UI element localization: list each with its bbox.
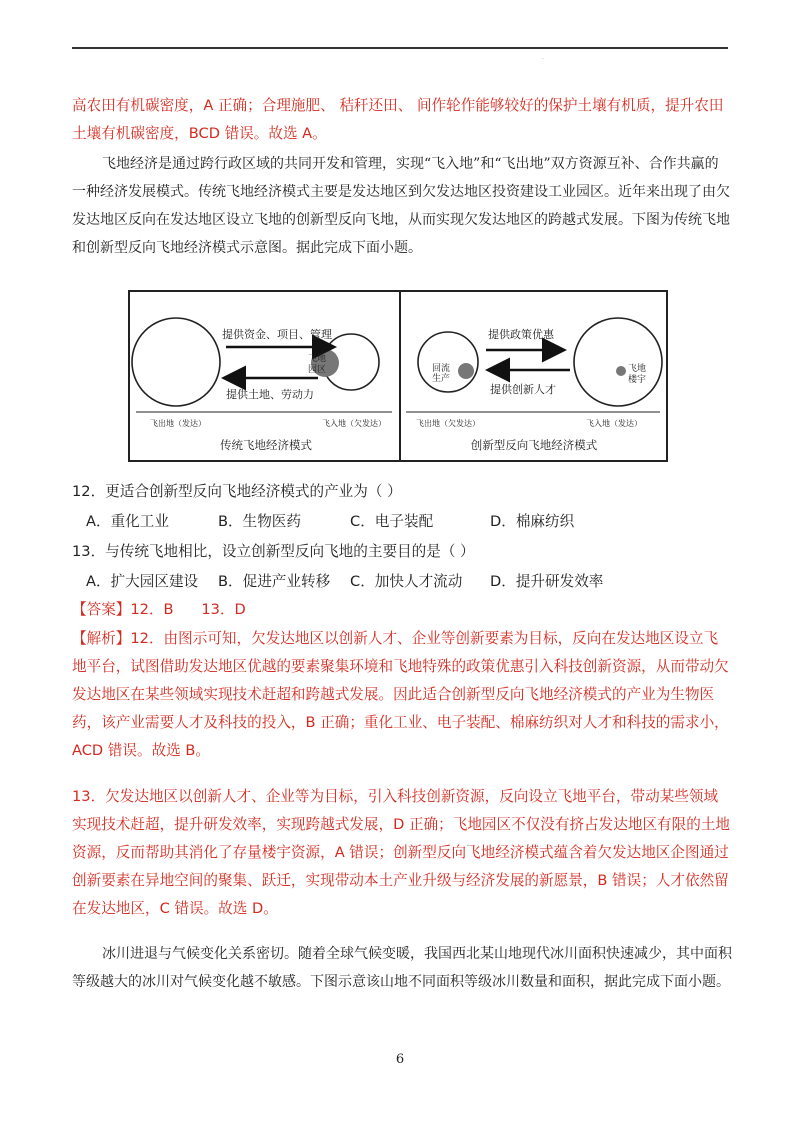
q12-option-b: B．生物医药 [218,513,301,530]
header-rule [72,47,728,49]
analysis-12: 【解析】12．由图示可知，欠发达地区以创新人才、企业等创新要素为目标，反向在发达地区设立飞地平台，试图借助发达地区优越的要素聚集环境和飞地特殊的政策优惠引入科技创新资源，从而带动欠发达地区在某些领域实现技术赶超和跨越式发展。因此适合创新型反向飞地经济模式的产业为生物医药，该产业需要人才及科技的投入，B 正确；重化工业、电子装配、棉麻纺织对人才和科技的需求小，ACD 错误。故选 B。 [72,630,729,759]
left-arrow-bottom-label: 提供土地、劳动力 [226,388,314,401]
right-production-label-2: 生产 [432,374,451,384]
page-number: 6 [395,1052,405,1067]
right-arrow-top-label: 提供政策优惠 [488,328,554,341]
left-from-label: 飞出地（发达） [150,419,206,428]
answer-line: 【答案】12．B 13．D [72,601,246,618]
q12-option-d: D．棉麻纺织 [490,513,575,530]
right-production-dot [458,363,474,379]
left-big-circle [132,318,220,406]
left-caption: 传统飞地经济模式 [220,438,312,452]
right-building-label-1: 飞地 [628,364,647,374]
q13-option-b: B．促进产业转移 [218,573,331,590]
left-to-label: 飞入地（欠发达） [322,419,386,428]
q13-options [86,572,726,592]
analysis-13: 13．欠发达地区以创新人才、企业等为目标，引入科技创新资源，反向设立飞地平台，带动某些领域实现技术赶超，提升研发效率，实现跨越式发展，D 正确；飞地园区不仅没有挤占发达地区有限的土地资源，反而帮助其消化了存量楼宇资源，A 错误；创新型反向飞地经济模式蕴含着欠发达地区企图通过创新要素在异地空间的聚集、跃迁，实现带动本土产业升级与经济发展的新愿景，B 错误；人才依然留在发达地区，C 错误。故选 D。 [72,788,731,917]
q12-option-c: C．电子装配 [350,513,434,530]
right-arrow-bottom-label: 提供创新人才 [490,383,556,396]
flying-land-figure [128,290,668,462]
right-to-label: 飞入地（发达） [586,419,642,428]
flying-land-diagram [130,292,666,460]
left-park-label-1: 飞地 [308,354,327,364]
answer-continuation: 高农田有机碳密度，A 正确；合理施肥、 秸秆还田、 间作轮作能够较好的保护土壤有机质，提升农田土壤有机碳密度，BCD 错误。故选 A。 [72,97,724,142]
right-building-dot [616,366,626,376]
q13-option-a: A．扩大园区建设 [86,573,199,590]
header-dot: · [542,56,544,63]
left-arrow-top-label: 提供资金、项目、管理 [222,328,332,341]
left-park-label-2: 园区 [308,365,327,375]
q13-option-d: D．提升研发效率 [490,573,604,590]
right-building-label-2: 楼宇 [628,375,647,385]
right-big-circle [574,318,662,406]
right-from-label: 飞出地（欠发达） [416,419,480,428]
glacier-paragraph: 冰川进退与气候变化关系密切。随着全球气候变暖，我国西北某山地现代冰川面积快速减少，其中面积等级越大的冰川对气候变化越不敏感。下图示意该山地不同面积等级冰川数量和面积，据此完成下面小题。 [72,946,732,990]
right-production-label-1: 回流 [432,364,451,374]
q12-option-a: A．重化工业 [86,513,169,530]
intro-paragraph: 飞地经济是通过跨行政区域的共同开发和管理，实现“飞入地”和“飞出地”双方资源互补、合作共赢的一种经济发展模式。传统飞地经济模式主要是发达地区到欠发达地区投资建设工业园区。近年来出现了由欠发达地区反向在发达地区设立飞地的创新型反向飞地，从而实现欠发达地区的跨越式发展。下图为传统飞地和创新型反向飞地经济模式示意图。据此完成下面小题。 [72,156,730,256]
right-caption: 创新型反向飞地经济模式 [470,438,598,452]
q12-options [86,512,726,532]
q13-option-c: C．加快人才流动 [350,573,463,590]
q12-stem: 12．更适合创新型反向飞地经济模式的产业为（ ） [72,483,402,500]
q13-stem: 13．与传统飞地相比，设立创新型反向飞地的主要目的是（ ） [72,543,475,560]
